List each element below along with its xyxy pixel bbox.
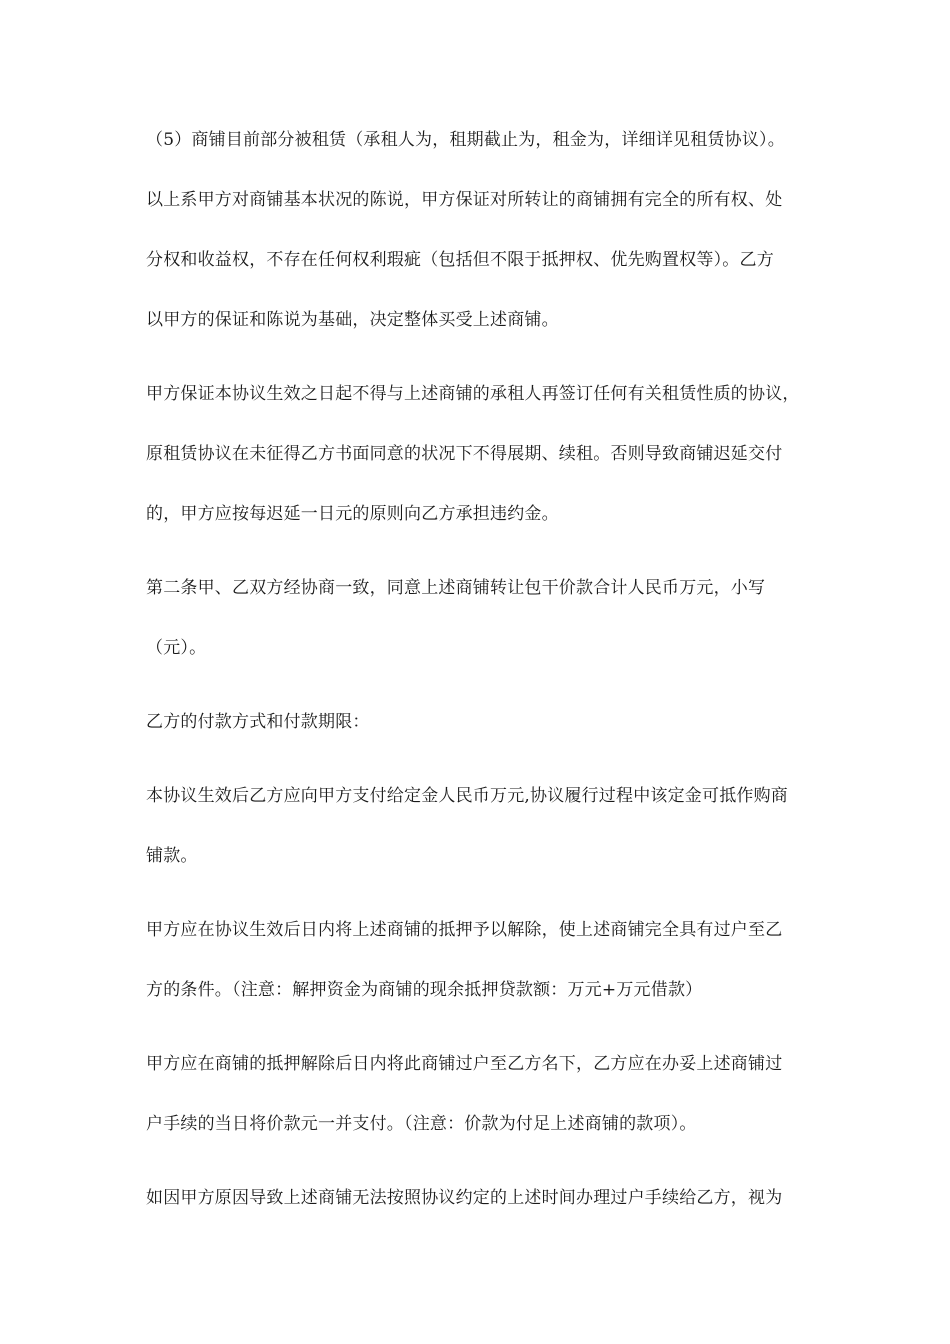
- text-line: 第二条甲、乙双方经协商一致，同意上述商铺转让包干价款合计人民币万元，小写: [146, 578, 766, 598]
- text-line: 以上系甲方对商铺基本状况的陈说，甲方保证对所转让的商铺拥有完全的所有权、处: [146, 190, 783, 210]
- text-line: （5）商铺目前部分被租赁（承租人为，租期截止为，租金为，详细详见租赁协议）。: [146, 130, 785, 150]
- text-line: 原租赁协议在未征得乙方书面同意的状况下不得展期、续租。否则导致商铺迟延交付: [146, 444, 783, 464]
- text-line: 乙方的付款方式和付款期限：: [146, 712, 370, 732]
- text-line: （元）。: [146, 638, 207, 658]
- text-line: 甲方保证本协议生效之日起不得与上述商铺的承租人再签订任何有关租赁性质的协议，: [146, 384, 800, 404]
- text-line: 铺款。: [146, 846, 198, 866]
- text-line: 本协议生效后乙方应向甲方支付给定金人民币万元,协议履行过程中该定金可抵作购商: [146, 786, 789, 806]
- text-line: 甲方应在商铺的抵押解除后日内将此商铺过户至乙方名下，乙方应在办妥上述商铺过: [146, 1054, 783, 1074]
- text-line: 甲方应在协议生效后日内将上述商铺的抵押予以解除，使上述商铺完全具有过户至乙: [146, 920, 783, 940]
- text-line: 分权和收益权，不存在任何权利瑕疵（包括但不限于抵押权、优先购置权等）。乙方: [146, 250, 774, 270]
- text-line: 以甲方的保证和陈说为基础，决定整体买受上述商铺。: [146, 310, 559, 330]
- text-line: 如因甲方原因导致上述商铺无法按照协议约定的上述时间办理过户手续给乙方，视为: [146, 1188, 783, 1208]
- text-line: 方的条件。（注意：解押资金为商铺的现余抵押贷款额：万元+万元借款）: [146, 980, 703, 1000]
- text-line: 的，甲方应按每迟延一日元的原则向乙方承担违约金。: [146, 504, 559, 524]
- text-line: 户手续的当日将价款元一并支付。（注意：价款为付足上述商铺的款项）。: [146, 1114, 697, 1134]
